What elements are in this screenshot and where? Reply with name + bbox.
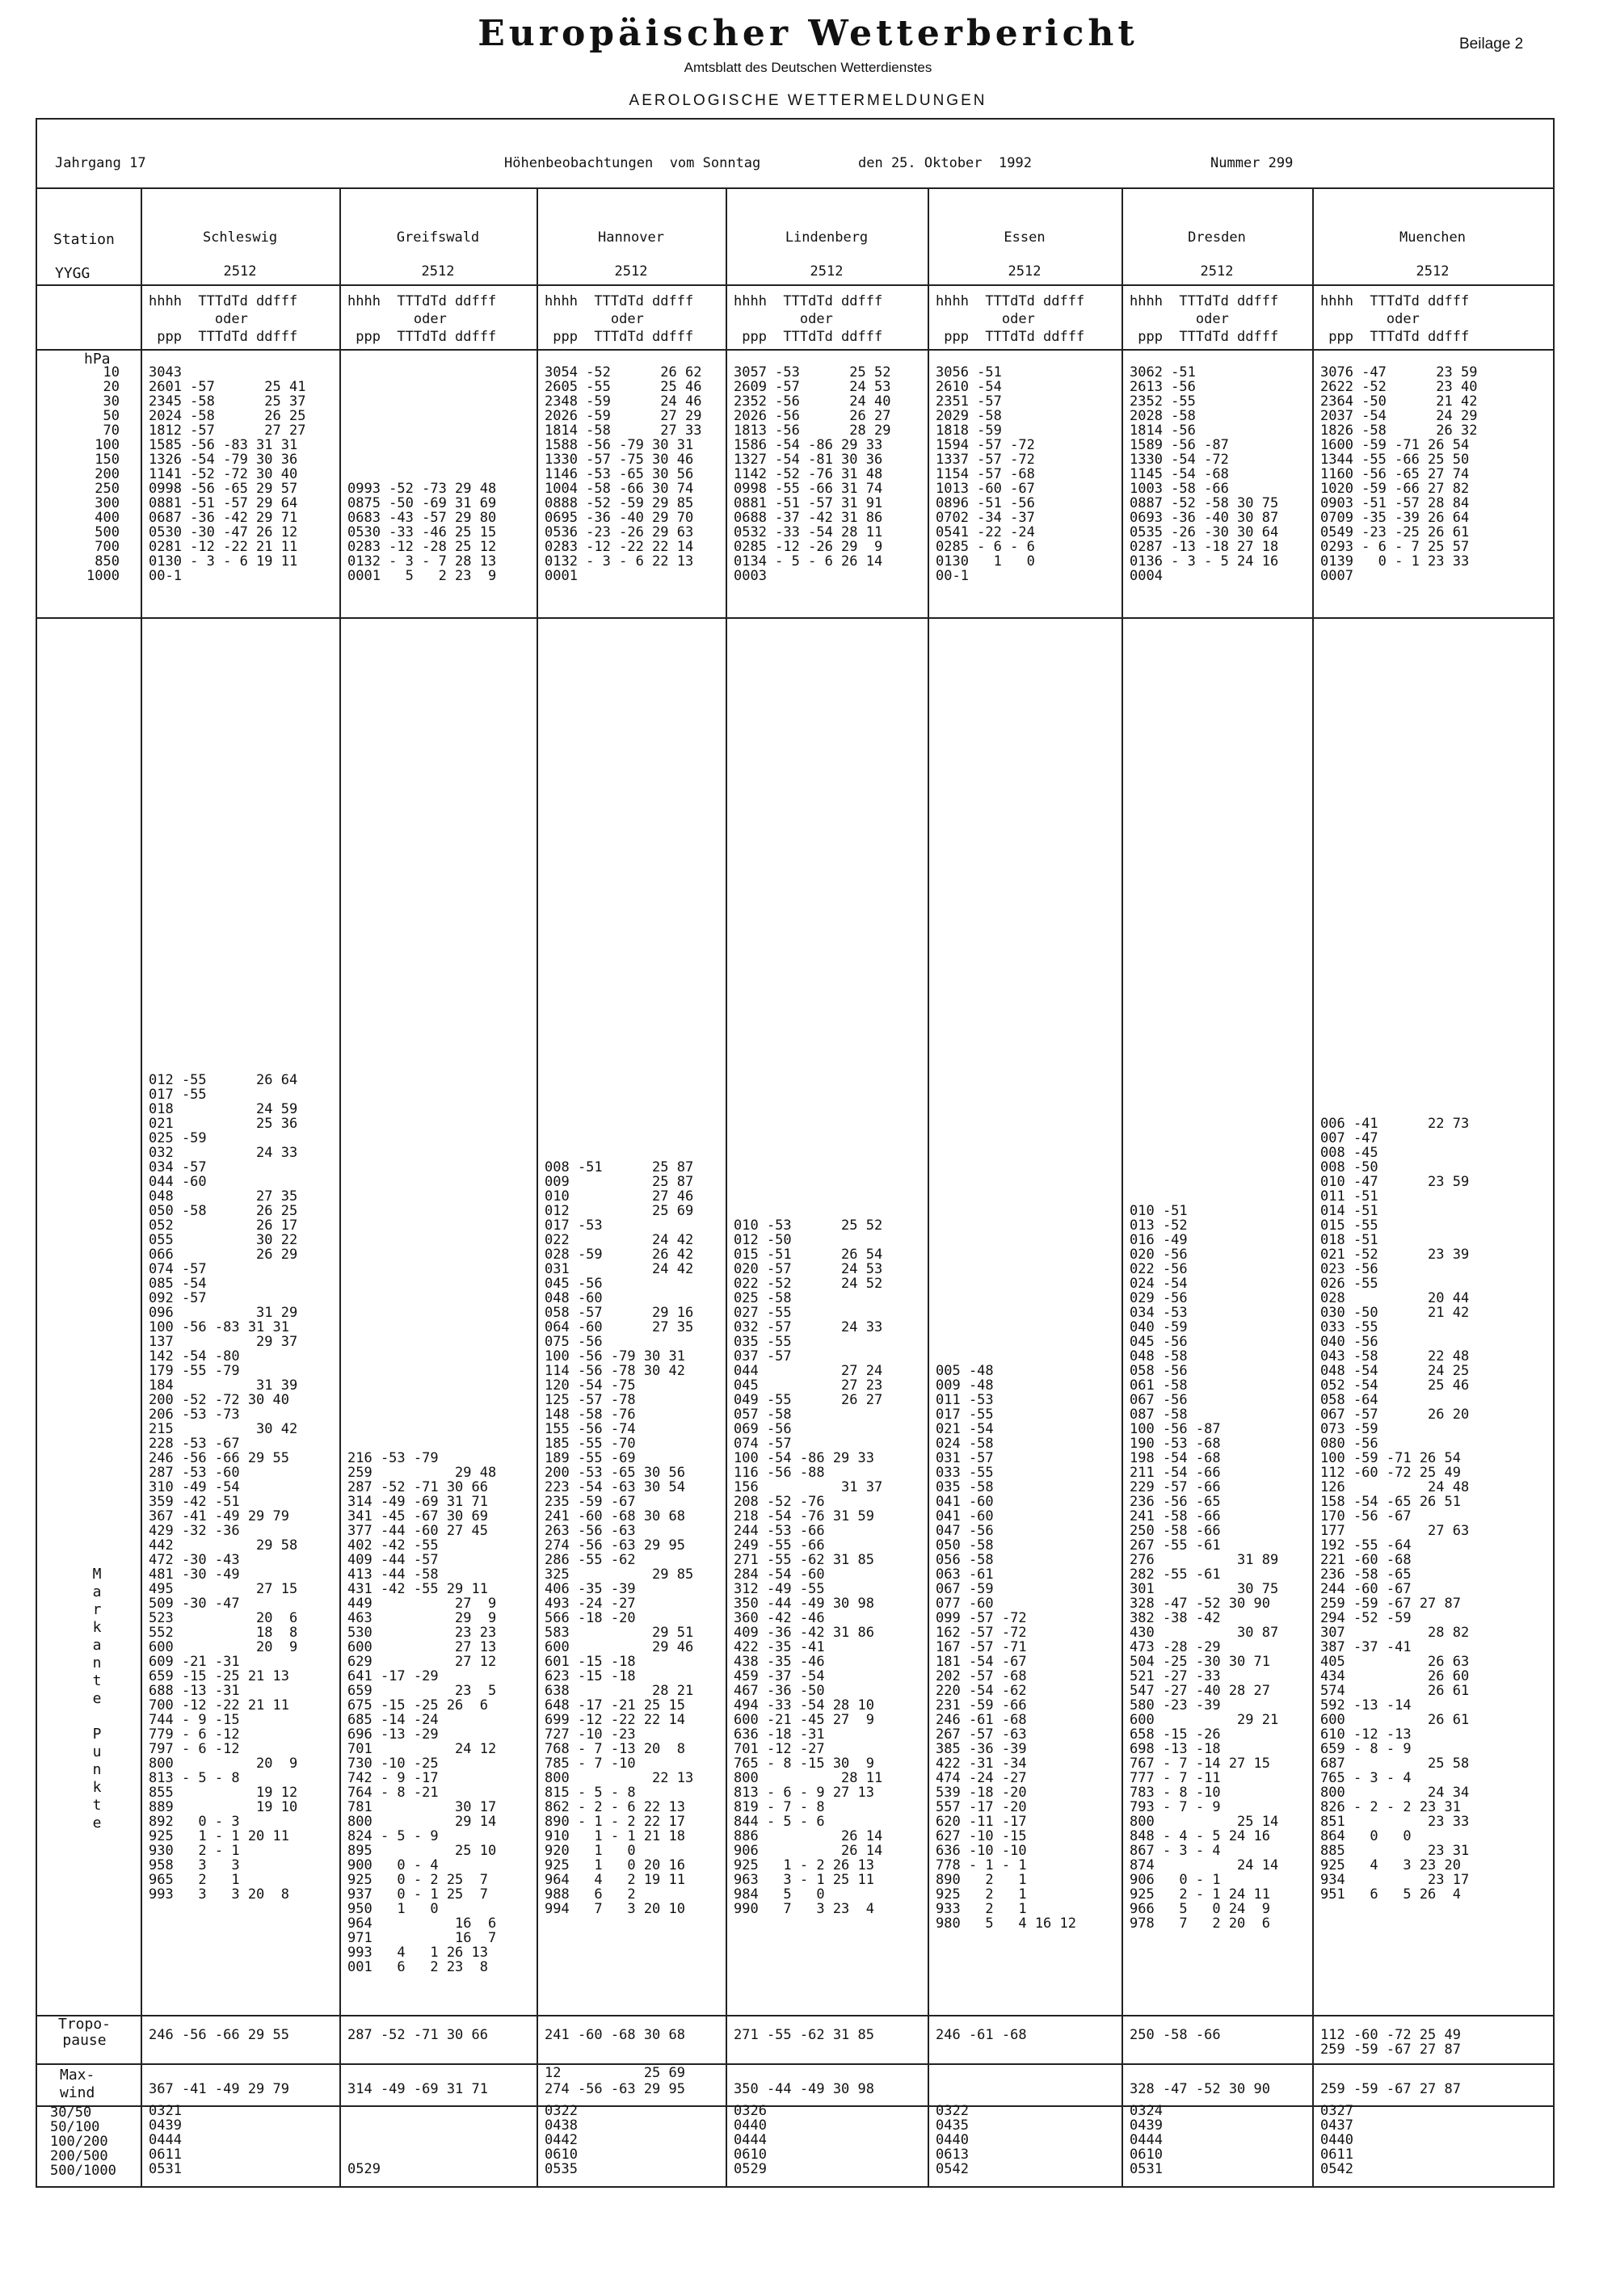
hpa-label: hPa xyxy=(84,351,111,368)
maxwind-values: 259 -59 -67 27 87 xyxy=(1320,2081,1461,2097)
column-divider xyxy=(339,187,341,2186)
section-title: AEROLOGISCHE WETTERMELDUNGEN xyxy=(629,92,987,109)
layer-thickness-values: 0529 xyxy=(347,2161,381,2177)
column-divider xyxy=(141,187,142,2186)
date-label: den 25. Oktober 1992 xyxy=(858,155,1032,171)
station-yygg: 2512 xyxy=(1416,263,1450,280)
rule-standard-levels xyxy=(37,617,1553,619)
layer-thickness-values: 0322 0435 0440 0613 0542 xyxy=(936,2103,969,2177)
station-name: Essen xyxy=(1004,229,1046,246)
layer-thickness-values: 0324 0439 0444 0610 0531 xyxy=(1130,2103,1163,2177)
standard-level-values: 3043 2601 -57 25 41 2345 -58 25 37 2024 -58 26 25 1812 -57 27 27 1585 -56 -83 31 31 1326 -54 -79 30 36 1141 -52 -72 30 40 0998 -56 -65 29 57 0881 -51 -57 29 64 0687 -36 -42 29 71 0530 -30 -47 26 12 0281 -12 -22 21 11 0130 - 3 - 6 19 11 00-1 xyxy=(149,364,306,584)
standard-level-values: 3057 -53 25 52 2609 -57 24 53 2352 -56 24 40 2026 -56 26 27 1813 -56 28 29 1586 -54 -86 29 33 1327 -54 -81 30 36 1142 -52 -76 31 48 0998 -55 -66 31 74 0881 -51 -57 31 91 0688 -37 -42 31 86 0532 -33 -54 28 11 0285 -12 -26 29 9 0134 - 5 - 6 26 14 0003 xyxy=(734,364,891,584)
station-name: Lindenberg xyxy=(785,229,869,246)
maxwind-values: 12 25 69 274 -56 -63 29 95 xyxy=(545,2065,685,2097)
tropopause-values: 241 -60 -68 30 68 xyxy=(545,2027,685,2043)
station-yygg: 2512 xyxy=(810,263,844,280)
layer-thickness-values: 0327 0437 0440 0611 0542 xyxy=(1320,2103,1353,2177)
standard-level-values: 3054 -52 26 62 2605 -55 25 46 2348 -59 24 46 2026 -59 27 29 1814 -58 27 33 1588 -56 -79 30 31 1330 -57 -75 30 46 1146 -53 -65 30 56 1004 -58 -66 30 74 0888 -52 -59 29 85 0695 -36 -40 29 70 0536 -23 -26 29 63 0283 -12 -22 22 14 0132 - 3 - 6 22 13 0001 xyxy=(545,364,702,584)
station-name: Greifswald xyxy=(396,229,480,246)
significant-points-label: M a r k a n t e P u n k t e xyxy=(92,1566,102,1831)
significant-point-values: 010 -53 25 52 012 -50 015 -51 26 54 020 -57 24 53 022 -52 24 52 025 -58 027 -55 032 -57 24 33 035 -55 037 -57 044 27 24 045 27 23 049 -55 26 27 057 -58 069 -56 074 -57 100 -54 -86 29 33 116 -56 -88 156 31 37 208 -52 -76 218 -54 -76 31 59 244 -53 -66 249 -55 -66 271 -55 -62 31 85 284 -54 -60 312 -49 -55 350 -44 -49 30 98 360 -42 -46 409 -36 -42 31 86 422 -35 -41 438 -35 -46 459 -37 -54 467 -36 -50 494 -33 -54 28 10 600 -21 -45 27 9 636 -18 -31 701 -12 -27 765 - 8 -15 30 9 800 28 11 813 - 6 - 9 27 13 819 - 7 - 8 844 - 5 - 6 886 26 14 906 26 14 925 1 - 2 26 13 963 3 - 1 25 11 984 5 0 990 7 3 23 4 xyxy=(734,1217,883,1917)
column-divider xyxy=(1312,187,1314,2186)
rule-station xyxy=(37,284,1553,286)
supplement-label: Beilage 2 xyxy=(1459,36,1524,53)
tropopause-values: 271 -55 -62 31 85 xyxy=(734,2027,874,2043)
significant-point-values: 006 -41 22 73 007 -47 008 -45 008 -50 010 -47 23 59 011 -51 014 -51 015 -55 018 -51 021 -52 23 39 023 -56 026 -55 028 20 44 030 -50 21 42 033 -55 040 -56 043 -58 22 48 048 -54 24 25 052 -54 25 46 058 -64 067 -57 26 20 073 -59 080 -56 100 -59 -71 26 54 112 -60 -72 25 49 126 24 48 158 -54 -65 26 51 170 -56 -67 177 27 63 192 -55 -64 221 -60 -68 236 -58 -65 244 -60 -67 259 -59 -67 27 87 294 -52 -59 307 28 82 387 -37 -41 405 26 63 434 26 60 574 26 61 592 -13 -14 600 26 61 610 -12 -13 659 - 8 - 9 687 25 58 765 - 3 - 4 800 24 34 826 - 2 - 2 23 31 851 23 33 864 0 0 885 23 31 925 4 3 23 20 934 23 17 951 6 5 26 4 xyxy=(1320,1116,1470,1903)
observation-label: Höhenbeobachtungen vom Sonntag xyxy=(504,155,761,171)
station-name: Schleswig xyxy=(202,229,278,246)
tropopause-values: 250 -58 -66 xyxy=(1130,2027,1221,2043)
rule-header xyxy=(37,187,1553,189)
significant-point-values: 010 -51 013 -52 016 -49 020 -56 022 -56 024 -54 029 -56 034 -53 040 -59 045 -56 048 -58 058 -56 061 -58 067 -56 087 -58 100 -56 -87 190 -53 -68 198 -54 -68 211 -54 -66 229 -57 -66 236 -56 -65 241 -58 -66 250 -58 -66 267 -55 -61 276 31 89 282 -55 -61 301 30 75 328 -47 -52 30 90 382 -38 -42 430 30 87 473 -28 -29 504 -25 -30 30 71 521 -27 -33 547 -27 -40 28 27 580 -23 -39 600 29 21 658 -15 -26 698 -13 -18 767 - 7 -14 27 15 777 - 7 -11 783 - 8 -10 793 - 7 - 9 800 25 14 848 - 4 - 5 24 16 867 - 3 - 4 874 24 14 906 0 - 1 925 2 - 1 24 11 966 5 0 24 9 978 7 2 20 6 xyxy=(1130,1203,1279,1932)
tropopause-values: 246 -61 -68 xyxy=(936,2027,1027,2043)
issue-number: Nummer 299 xyxy=(1210,155,1294,171)
column-divider xyxy=(928,187,929,2186)
station-yygg: 2512 xyxy=(223,263,257,280)
significant-point-values: 012 -55 26 64 017 -55 018 24 59 021 25 36 025 -59 032 24 33 034 -57 044 -60 048 27 35 050 -58 26 25 052 26 17 055 30 22 066 26 29 074 -57 085 -54 092 -57 096 31 29 100 -56 -83 31 31 137 29 37 142 -54 -80 179 -55 -79 184 31 39 200 -52 -72 30 40 206 -53 -73 215 30 42 228 -53 -67 246 -56 -66 29 55 287 -53 -60 310 -49 -54 359 -42 -51 367 -41 -49 29 79 429 -32 -36 442 29 58 472 -30 -43 481 -30 -49 495 27 15 509 -30 -47 523 20 6 552 18 8 600 20 9 609 -21 -31 659 -15 -25 21 13 688 -13 -31 700 -12 -22 21 11 744 - 9 -15 779 - 6 -12 797 - 6 -12 800 20 9 813 - 5 - 8 855 19 12 889 19 10 892 0 - 3 925 1 - 1 20 11 930 2 - 1 958 3 3 965 2 1 993 3 3 20 8 xyxy=(149,1072,298,1903)
column-divider xyxy=(726,187,727,2186)
significant-point-values: 008 -51 25 87 009 25 87 010 27 46 012 25 69 017 -53 022 24 42 028 -59 26 42 031 24 42 045 -56 048 -60 058 -57 29 16 064 -60 27 35 075 -56 100 -56 -79 30 31 114 -56 -78 30 42 120 -54 -75 125 -57 -78 148 -58 -76 155 -56 -74 185 -55 -70 189 -55 -69 200 -53 -65 30 56 223 -54 -63 30 54 235 -59 -67 241 -60 -68 30 68 263 -56 -63 274 -56 -63 29 95 286 -55 -62 325 29 85 406 -35 -39 493 -24 -27 566 -18 -20 583 29 51 600 29 46 601 -15 -18 623 -15 -18 638 28 21 648 -17 -21 25 15 699 -12 -22 22 14 727 -10 -23 768 - 7 -13 20 8 785 - 7 -10 800 22 13 815 - 5 - 8 862 - 2 - 6 22 13 890 - 1 - 2 22 17 910 1 - 1 21 18 920 1 0 925 1 0 20 16 964 4 2 19 11 988 6 2 994 7 3 20 10 xyxy=(545,1159,694,1917)
column-divider xyxy=(537,187,538,2186)
standard-level-values: 3076 -47 23 59 2622 -52 23 40 2364 -50 21 42 2037 -54 24 29 1826 -58 26 32 1600 -59 -71 26 54 1344 -55 -66 25 50 1160 -56 -65 27 74 1020 -59 -66 27 82 0903 -51 -57 28 84 0709 -35 -39 26 64 0549 -23 -25 26 61 0293 - 6 - 7 25 57 0139 0 - 1 23 33 0007 xyxy=(1320,364,1478,584)
publisher-subtitle: Amtsblatt des Deutschen Wetterdienstes xyxy=(684,60,932,75)
pressure-levels: 10 20 30 50 70 100 150 200 250 300 400 500 700 850 1000 xyxy=(86,364,120,584)
layer-thickness-values: 0322 0438 0442 0610 0535 xyxy=(545,2103,578,2177)
station-label: Station xyxy=(53,231,115,248)
column-header: hhhh TTTdTd ddfff oder ppp TTTdTd ddfff xyxy=(936,293,1085,345)
station-name: Muenchen xyxy=(1399,229,1466,246)
tropopause-label: Tropo- pause xyxy=(58,2016,112,2049)
station-name: Hannover xyxy=(598,229,664,246)
station-yygg: 2512 xyxy=(1200,263,1234,280)
maxwind-values: 367 -41 -49 29 79 xyxy=(149,2081,289,2097)
station-yygg: 2512 xyxy=(614,263,648,280)
maxwind-values: 314 -49 -69 31 71 xyxy=(347,2081,488,2097)
tropopause-values: 246 -56 -66 29 55 xyxy=(149,2027,289,2043)
column-header: hhhh TTTdTd ddfff oder ppp TTTdTd ddfff xyxy=(149,293,298,345)
column-header: hhhh TTTdTd ddfff oder ppp TTTdTd ddfff xyxy=(1320,293,1470,345)
station-yygg: 2512 xyxy=(1008,263,1042,280)
standard-level-values: 3062 -51 2613 -56 2352 -55 2028 -58 1814 -56 1589 -56 -87 1330 -54 -72 1145 -54 -68 1003 -58 -66 0887 -52 -58 30 75 0693 -36 -40 30 87 0535 -26 -30 30 64 0287 -13 -18 27 18 0136 - 3 - 5 24 16 0004 xyxy=(1130,364,1279,584)
tropopause-values: 112 -60 -72 25 49 259 -59 -67 27 87 xyxy=(1320,2027,1461,2058)
volume-label: Jahrgang 17 xyxy=(55,155,146,171)
yygg-label: YYGG xyxy=(55,265,90,282)
tropopause-values: 287 -52 -71 30 66 xyxy=(347,2027,488,2043)
column-divider xyxy=(1122,187,1123,2186)
column-header: hhhh TTTdTd ddfff oder ppp TTTdTd ddfff xyxy=(545,293,694,345)
column-header: hhhh TTTdTd ddfff oder ppp TTTdTd ddfff xyxy=(1130,293,1279,345)
station-name: Dresden xyxy=(1188,229,1246,246)
station-yygg: 2512 xyxy=(421,263,455,280)
layer-labels: 30/50 50/100 100/200 200/500 500/1000 xyxy=(50,2105,116,2179)
maxwind-label: Max- wind xyxy=(60,2067,95,2101)
maxwind-values: 328 -47 -52 30 90 xyxy=(1130,2081,1270,2097)
rule-tropopause xyxy=(37,2015,1553,2016)
significant-point-values: 216 -53 -79 259 29 48 287 -52 -71 30 66 314 -49 -69 31 71 341 -45 -67 30 69 377 -44 -60 27 45 402 -42 -55 409 -44 -57 413 -44 -58 431 -42 -55 29 11 449 27 9 463 29 9 530 23 23 600 27 13 629 27 12 641 -17 -29 659 23 5 675 -15 -25 26 6 685 -14 -24 696 -13 -29 701 24 12 730 -10 -25 742 - 9 -17 764 - 8 -21 781 30 17 800 29 14 824 - 5 - 9 895 25 10 900 0 - 4 925 0 - 2 25 7 937 0 - 1 25 7 950 1 0 964 16 6 971 16 7 993 4 1 26 13 001 6 2 23 8 xyxy=(347,1450,497,1975)
standard-level-values: 0993 -52 -73 29 48 0875 -50 -69 31 69 0683 -43 -57 29 80 0530 -33 -46 25 15 0283 -12 -28 25 12 0132 - 3 - 7 28 13 0001 5 2 23 9 xyxy=(347,481,497,584)
column-header: hhhh TTTdTd ddfff oder ppp TTTdTd ddfff xyxy=(734,293,883,345)
layer-thickness-values: 0321 0439 0444 0611 0531 xyxy=(149,2103,182,2177)
significant-point-values: 005 -48 009 -48 011 -53 017 -55 021 -54 024 -58 031 -57 033 -55 035 -58 041 -60 041 -60 047 -56 050 -58 056 -58 063 -61 067 -59 077 -60 099 -57 -72 162 -57 -72 167 -57 -71 181 -54 -67 202 -57 -68 220 -54 -62 231 -59 -66 246 -61 -68 267 -57 -63 385 -36 -39 422 -31 -34 474 -24 -27 539 -18 -20 557 -17 -20 620 -11 -17 627 -10 -15 636 -10 -10 778 - 1 - 1 890 2 1 925 2 1 933 2 1 980 5 4 16 12 xyxy=(936,1363,1076,1932)
maxwind-values: 350 -44 -49 30 98 xyxy=(734,2081,874,2097)
layer-thickness-values: 0326 0440 0444 0610 0529 xyxy=(734,2103,767,2177)
column-header: hhhh TTTdTd ddfff oder ppp TTTdTd ddfff xyxy=(347,293,497,345)
rule-colhdr xyxy=(37,349,1553,351)
standard-level-values: 3056 -51 2610 -54 2351 -57 2029 -58 1818 -59 1594 -57 -72 1337 -57 -72 1154 -57 -68 1013 -60 -67 0896 -51 -56 0702 -34 -37 0541 -22 -24 0285 - 6 - 6 0130 1 0 00-1 xyxy=(936,364,1035,584)
page-title: Europäischer Wetterbericht xyxy=(478,13,1138,54)
